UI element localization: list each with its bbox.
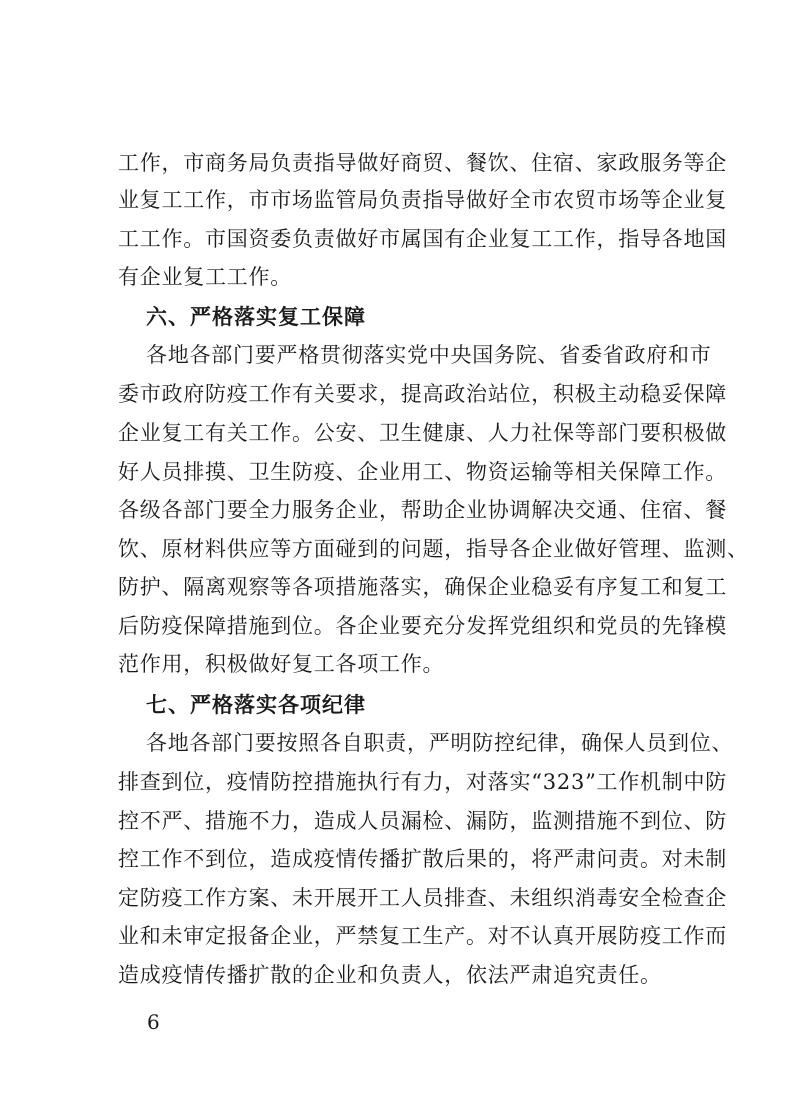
body-line: 造成疫情传播扩散的企业和负责人，依法严肃追究责任。 [118, 963, 662, 987]
body-line: 饮、原材料供应等方面碰到的问题，指导各企业做好管理、监测、 [118, 537, 749, 561]
body-line: 工作，市商务局负责指导做好商贸、餐饮、住宿、家政服务等企 [118, 151, 727, 175]
body-line: 各地各部门要严格贯彻落实党中央国务院、省委省政府和市 [146, 343, 712, 367]
body-line: 有企业复工工作。 [118, 265, 292, 289]
section-heading-6: 六、严格落实复工保障 [146, 305, 366, 329]
body-line: 排查到位，疫情防控措施执行有力，对落实“323”工作机制中防 [118, 770, 728, 794]
body-line: 各级各部门要全力服务企业，帮助企业协调解决交通、住宿、餐 [118, 498, 727, 522]
section-heading-7: 七、严格落实各项纪律 [146, 693, 366, 717]
body-line: 业复工工作，市市场监管局负责指导做好全市农贸市场等企业复 [118, 188, 727, 212]
body-line: 工工作。市国资委负责做好市属国有企业复工工作，指导各地国 [118, 227, 727, 251]
body-line: 控不严、措施不力，造成人员漏检、漏防，监测措施不到位、防 [118, 809, 727, 833]
page-number: 6 [147, 1010, 160, 1034]
body-line: 委市政府防疫工作有关要求，提高政治站位，积极主动稳妥保障 [118, 382, 727, 406]
body-line: 控工作不到位，造成疫情传播扩散后果的，将严肃问责。对未制 [118, 847, 727, 871]
body-line: 后防疫保障措施到位。各企业要充分发挥党组织和党员的先锋模 [118, 614, 727, 638]
body-line: 业和未审定报备企业，严禁复工生产。对不认真开展防疫工作而 [118, 924, 727, 948]
body-line: 范作用，积极做好复工各项工作。 [118, 652, 445, 676]
body-line: 好人员排摸、卫生防疫、企业用工、物资运输等相关保障工作。 [118, 460, 727, 484]
body-line: 定防疫工作方案、未开展开工人员排查、未组织消毒安全检查企 [118, 886, 727, 910]
body-line: 防护、隔离观察等各项措施落实，确保企业稳妥有序复工和复工 [118, 575, 727, 599]
body-line: 各地各部门要按照各自职责，严明防控纪律，确保人员到位、 [146, 731, 734, 755]
body-line: 企业复工有关工作。公安、卫生健康、人力社保等部门要积极做 [118, 421, 727, 445]
